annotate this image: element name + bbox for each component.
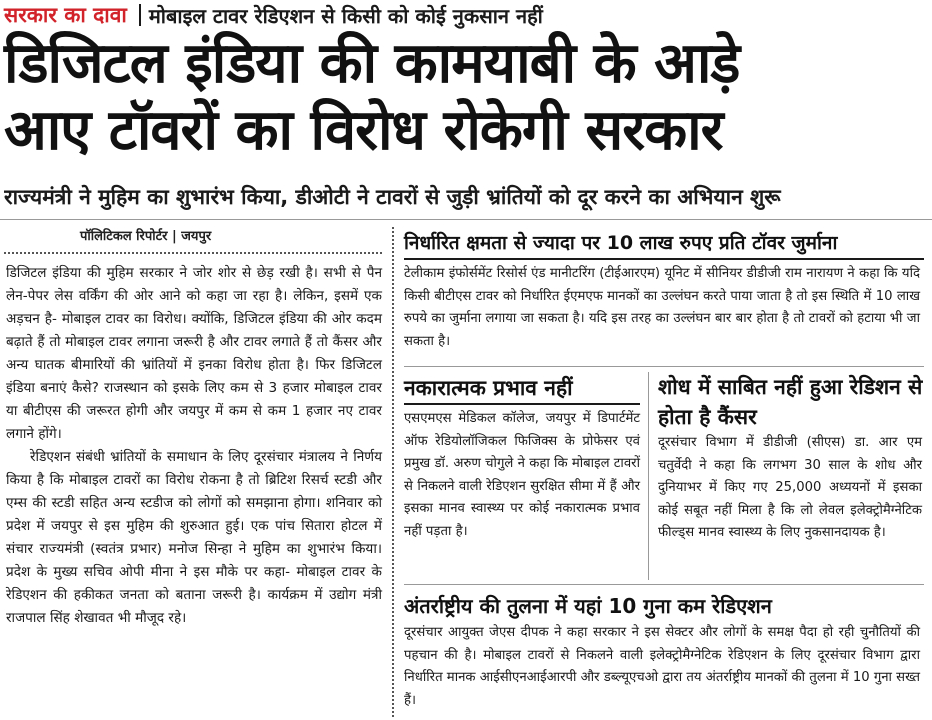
main-story — [6, 262, 382, 630]
research-body: दूरसंचार विभाग में डीडीजी (सीएस) डा. आर एम चतुर्वेदी ने कहा कि लगभग 30 साल के शोध और दुनियाभर में किए गए 25,000 अध्ययनों में इसका कोई सबूत नहीं मिला है कि लो लेवल इलेक्ट्रोमैग्नेटिक फील्ड्स मानव स्वास्थ्य के लिए नुकसानदायक है। — [658, 435, 922, 540]
fine-box-body: टेलीकाम इंफोर्समेंट रिसोर्स एंड मानीटरिंग (टीईआरएम) यूनिट में सीनियर डीडीजी राम नारायण ने कहा कि यदि किसी बीटीएस टावर को निर्धारित ईएमएफ मानकों का उल्लंघन करते पाया जाता है तो इस स्थिति में 10 लाख रुपये का जुर्माना लगाया जा सकता है। यदि इस तरह का उल्लंघन बार बार होता है तो टावरों को हटाया भी जा सकता है। — [404, 266, 920, 349]
top-rule — [0, 219, 932, 220]
headline — [4, 30, 928, 164]
kicker-separator — [139, 4, 141, 26]
kicker-text: मोबाइल टावर रेडिएशन से किसी को कोई नुकसान नहीं — [148, 3, 543, 28]
research-heading: शोध में साबित नहीं हुआ रेडिशन से होता है कैंसर — [658, 375, 923, 429]
fine-box-heading: निर्धारित क्षमता से ज्यादा पर 10 लाख रुपए प्रति टॉवर जुर्माना — [404, 232, 838, 254]
kicker-bar — [0, 0, 932, 30]
no-negative-heading: नकारात्मक प्रभाव नहीं — [404, 376, 573, 400]
headline-line-2: आए टॉवरों का विरोध रोकेगी सरकार — [4, 98, 723, 163]
inner-column-divider — [648, 372, 649, 580]
section-rule-1 — [404, 366, 924, 367]
section-rule-2 — [404, 584, 924, 585]
no-negative-body: एसएमएस मेडिकल कॉलेज, जयपुर में डिपार्टमेंट ऑफ रेडियोलॉजिकल फिजिक्स के प्रोफेसर एवं प्रमुख डॉ. अरुण चोगुले ने कहा कि मोबाइल टावरों से निकलने वाली रेडिएशन सुरक्षित सीमा में हैं और इसका मानव स्वास्थ्य पर कोई नकारात्मक प्रभाव नहीं पड़ता है। — [404, 411, 640, 539]
international-body: दूरसंचार आयुक्त जेएस दीपक ने कहा सरकार ने इस सेक्टर और लोगों के समक्ष पैदा हो रही चुनौतियों की पहचान की है। मोबाइल टावरों से निकलने वाली इलेक्ट्रोमैग्नेटिक रेडिएशन के लिए दूरसंचार विभाग द्वारा निर्धारित मानक आईसीएनआईआरपी और डब्ल्यूएचओ द्वारा तय अंतर्राष्ट्रीय मानकों की तुलना में 10 गुना सख्त हैं। — [404, 625, 920, 708]
byline: पॉलिटिकल रिपोर्टर | जयपुर — [80, 229, 212, 244]
byline-divider — [4, 252, 382, 254]
main-story-paragraph-1: डिजिटल इंडिया की मुहिम सरकार ने जोर शोर से छेड़ रखी है। सभी से पैन लेन-पेपर लेस वर्किंग की ओर आने को कहा जा रहा है। लेकिन, इसमें एक अड़चन है- मोबाइल टावर का विरोध। क्योंकि, डिजिटल इंडिया की ओर कदम बढ़ाते हैं तो मोबाइल टावर लगाना जरूरी है और टावर लगाते हैं तो कैंसर और अन्य घातक बीमारियों की भ्रांतियों में इनका विरोध होता है। फिर डिजिटल इंडिया बनाएं कैसे? राजस्थान को इसके लिए कम से 3 हजार मोबाइल टावर या बीटीएस की जरूरत होगी और जयपुर में कम से कम 1 हजार नए टावर लगाने होंगे। — [6, 265, 382, 442]
main-story-paragraph-2: रेडिएशन संबंधी भ्रांतियों के समाधान के लिए दूरसंचार मंत्रालय ने निर्णय किया है कि मोबाइल टावरों का विरोध रोकना है तो ब्रिटिश रिसर्च स्टडी और एम्स की स्टडी सहित अन्य स्टडीज को लोगों को समझाना होगा। शनिवार को प्रदेश में जयपुर से इस मुहिम की शुरुआत हुई। एक पांच सितारा होटल में संचार राज्यमंत्री (स्वतंत्र प्रभार) मनोज सिन्हा ने मुहिम का शुभारंभ किया। प्रदेश के मुख्य सचिव ओपी मीना ने इस मौके पर कहा- मोबाइल टावर के रेडिएशन की हकीकत जनता को बताना जरूरी है। कार्यक्रम में उद्योग मंत्री राजपाल सिंह शेखावत भी मौजूद रहे। — [6, 449, 382, 626]
kicker-tag: सरकार का दावा — [4, 3, 127, 27]
international-heading: अंतर्राष्ट्रीय की तुलना में यहां 10 गुना कम रेडिएशन — [404, 594, 772, 618]
no-negative-rule — [404, 403, 640, 405]
subheadline: राज्यमंत्री ने मुहिम का शुभारंभ किया, डीओटी ने टावरों से जुड़ी भ्रांतियों को दूर करने का अभियान शुरू — [4, 185, 781, 209]
column-divider — [392, 227, 394, 717]
fine-box-rule — [404, 258, 924, 260]
headline-line-1: डिजिटल इंडिया की कामयाबी के आड़े — [4, 31, 740, 96]
